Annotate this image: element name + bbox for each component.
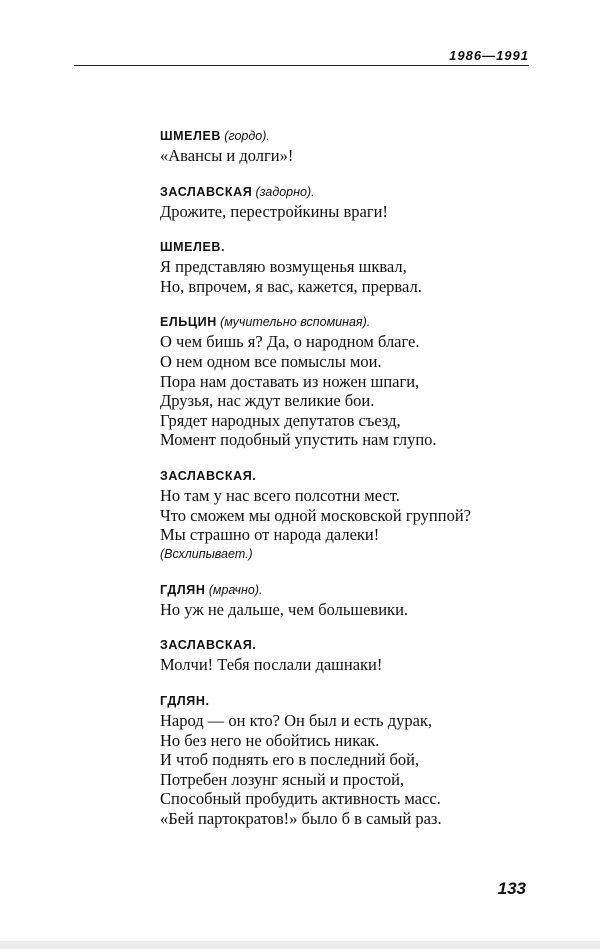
verse-line: Но там у нас всего полсотни мест. bbox=[160, 485, 400, 505]
page-number: 133 bbox=[497, 879, 526, 898]
verse-line: Но без него не обойтись никак. bbox=[160, 730, 380, 750]
speaker-line bbox=[160, 126, 550, 146]
speaker-name: ЗАСЛАВСКАЯ. bbox=[160, 468, 257, 483]
verse-line: Молчи! Тебя послали дашнаки! bbox=[160, 655, 383, 675]
speaker-name: ШМЕЛЕВ bbox=[160, 129, 222, 143]
verse-line: Мы страшно от народа далеки! bbox=[160, 525, 380, 545]
speaker-direction: (мрачно). bbox=[208, 582, 263, 597]
verse-line: Я представляю возмущенья шквал, bbox=[160, 257, 407, 277]
speaker-line bbox=[160, 580, 550, 600]
speaker-line bbox=[160, 182, 550, 202]
speaker-direction: (мучительно вспоминая). bbox=[220, 315, 371, 330]
verse-line: Момент подобный упустить нам глупо. bbox=[160, 430, 437, 450]
verse-line: Потребен лозунг ясный и простой, bbox=[160, 769, 405, 789]
speaker-line bbox=[160, 691, 550, 711]
speaker-name: ЕЛЬЦИН bbox=[160, 315, 217, 330]
speaker-direction: (гордо). bbox=[224, 129, 270, 143]
verse-line: Народ — он кто? Он был и есть дурак, bbox=[160, 710, 433, 730]
speaker-line bbox=[160, 635, 550, 655]
speaker-direction: (задорно). bbox=[255, 184, 315, 199]
speech-block bbox=[160, 691, 550, 829]
running-head-years: 1986—1991 bbox=[449, 48, 529, 63]
stage-direction: (Всхлипывает.) bbox=[160, 546, 253, 561]
speech-block bbox=[160, 126, 550, 166]
verse-line: «Авансы и долги»! bbox=[160, 146, 294, 165]
speech-block bbox=[160, 237, 550, 296]
speech-block bbox=[160, 635, 550, 675]
verse-line: Способный пробудить активность масс. bbox=[160, 789, 441, 809]
verse-line: Пора нам доставать из ножен шпаги, bbox=[160, 371, 420, 391]
speech-block bbox=[160, 312, 550, 450]
speaker-name: ГДЛЯН. bbox=[160, 693, 210, 708]
speaker-line bbox=[160, 312, 550, 332]
verse-line: Но, впрочем, я вас, кажется, прервал. bbox=[160, 276, 422, 296]
speaker-line bbox=[160, 237, 550, 257]
running-head bbox=[74, 48, 529, 66]
speaker-line bbox=[160, 466, 550, 486]
verse-line: О чем бишь я? Да, о народном благе. bbox=[160, 332, 420, 352]
verse-line: Грядет народных депутатов съезд, bbox=[160, 410, 401, 430]
verse-line: Но уж не дальше, чем большевики. bbox=[160, 599, 409, 619]
verse-line: «Бей партократов!» было б в самый раз. bbox=[160, 808, 442, 828]
page-bottom-edge bbox=[0, 941, 600, 949]
speaker-name: ШМЕЛЕВ. bbox=[160, 240, 226, 255]
speech-block bbox=[160, 580, 550, 620]
verse-line: И чтоб поднять его в последний бой, bbox=[160, 750, 420, 770]
speech-block bbox=[160, 466, 550, 564]
verse-line: Друзья, нас ждут великие бои. bbox=[160, 391, 375, 411]
speaker-name: ГДЛЯН bbox=[160, 582, 206, 597]
speech-block bbox=[160, 182, 550, 222]
verse-line: О нем одном все помыслы мои. bbox=[160, 351, 382, 371]
speaker-name: ЗАСЛАВСКАЯ bbox=[160, 184, 253, 199]
verse-line: Дрожите, перестройкины враги! bbox=[160, 201, 388, 221]
verse-line: Что сможем мы одной московской группой? bbox=[160, 505, 471, 525]
play-text bbox=[160, 126, 550, 844]
speaker-name: ЗАСЛАВСКАЯ. bbox=[160, 638, 257, 653]
